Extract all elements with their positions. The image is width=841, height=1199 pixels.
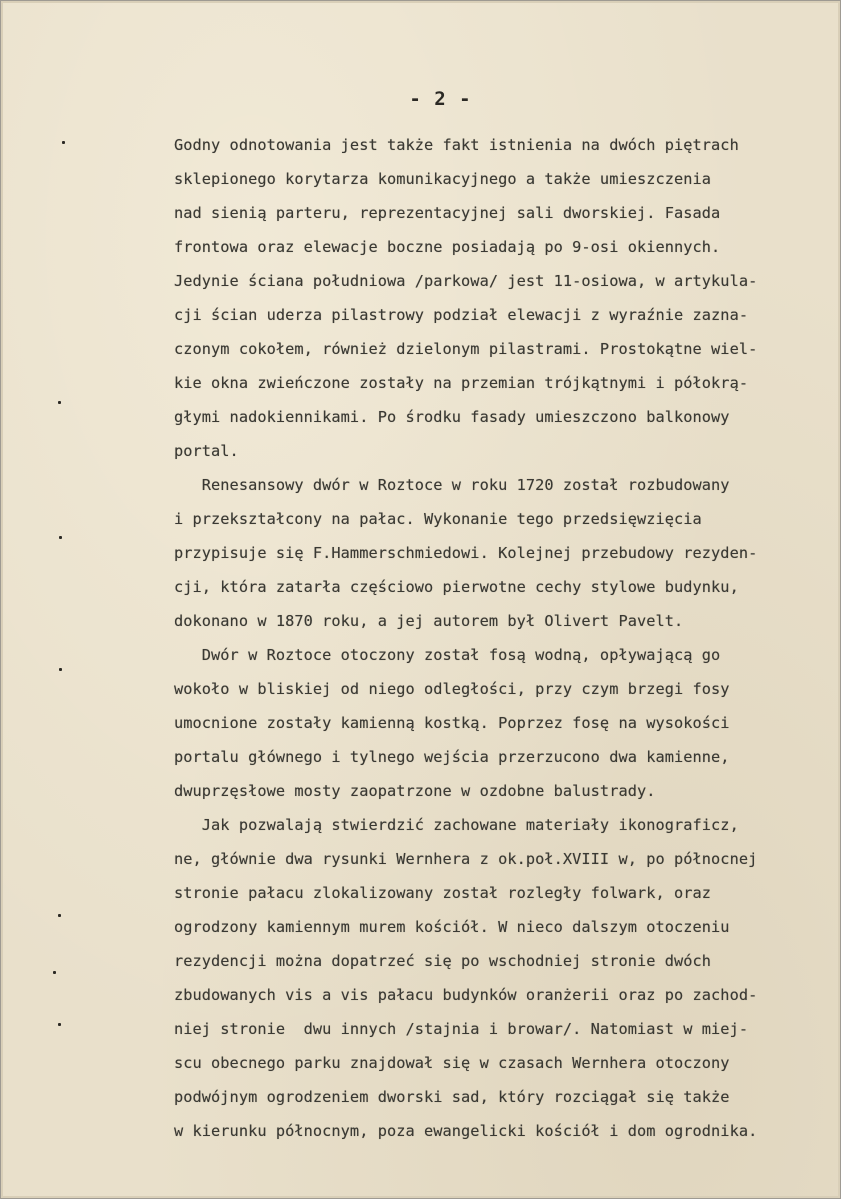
text-line: nad sienią parteru, reprezentacyjnej sali dworskiej. Fasada [174, 204, 721, 222]
text-line: i przekształcony na pałac. Wykonanie tego przedsięwzięcia [174, 510, 702, 528]
text-line: stronie pałacu zlokalizowany został rozległy folwark, oraz [174, 884, 712, 902]
text-line: dwuprzęsłowe mosty zaopatrzone w ozdobne balustrady. [174, 782, 656, 800]
text-line: Godny odnotowania jest także fakt istnienia na dwóch piętrach [174, 136, 739, 154]
margin-speck [58, 1023, 61, 1026]
margin-speck [62, 141, 65, 144]
text-line: Dwór w Roztoce otoczony został fosą wodną, opływającą go [174, 646, 721, 664]
text-line: podwójnym ogrodzeniem dworski sad, który rozciągał się także [174, 1088, 730, 1106]
page-number: - 2 - [409, 88, 472, 110]
margin-speck [58, 401, 61, 404]
text-line: ne, głównie dwa rysunki Wernhera z ok.poł.XVIII w, po północnej [174, 850, 758, 868]
text-line: Renesansowy dwór w Roztoce w roku 1720 został rozbudowany [174, 476, 730, 494]
text-line: frontowa oraz elewacje boczne posiadają po 9-osi okiennych. [174, 238, 721, 256]
text-line: zbudowanych vis a vis pałacu budynków oranżerii oraz po zachod- [174, 986, 758, 1004]
text-line: Jak pozwalają stwierdzić zachowane materiały ikonograficz, [174, 816, 739, 834]
text-line: cji, która zatarła częściowo pierwotne cechy stylowe budynku, [174, 578, 739, 596]
text-line: scu obecnego parku znajdował się w czasach Wernhera otoczony [174, 1054, 730, 1072]
text-line: umocnione zostały kamienną kostką. Poprzez fosę na wysokości [174, 714, 730, 732]
margin-speck [59, 668, 62, 671]
text-line: Jedynie ściana południowa /parkowa/ jest 11-osiowa, w artykula- [174, 272, 758, 290]
text-line: czonym cokołem, również dzielonym pilastrami. Prostokątne wiel- [174, 340, 758, 358]
text-line: niej stronie dwu innych /stajnia i browar/. Natomiast w miej- [174, 1020, 749, 1038]
text-line: ogrodzony kamiennym murem kościół. W nieco dalszym otoczeniu [174, 918, 730, 936]
body-text [174, 128, 824, 1148]
text-line: głymi nadokiennikami. Po środku fasady umieszczono balkonowy [174, 408, 730, 426]
text-line: przypisuje się F.Hammerschmiedowi. Kolejnej przebudowy rezyden- [174, 544, 758, 562]
margin-speck [59, 536, 62, 539]
text-line: w kierunku północnym, poza ewangelicki kościół i dom ogrodnika. [174, 1122, 758, 1140]
text-line: wokoło w bliskiej od niego odległości, przy czym brzegi fosy [174, 680, 730, 698]
text-line: dokonano w 1870 roku, a jej autorem był Olivert Pavelt. [174, 612, 684, 630]
text-line: sklepionego korytarza komunikacyjnego a także umieszczenia [174, 170, 712, 188]
text-line: kie okna zwieńczone zostały na przemian trójkątnymi i półokrą- [174, 374, 749, 392]
text-line: cji ścian uderza pilastrowy podział elewacji z wyraźnie zazna- [174, 306, 749, 324]
text-line: rezydencji można dopatrzeć się po wschodniej stronie dwóch [174, 952, 712, 970]
margin-speck [53, 971, 56, 974]
margin-speck [58, 914, 61, 917]
text-line: portalu głównego i tylnego wejścia przerzucono dwa kamienne, [174, 748, 730, 766]
text-line: portal. [174, 442, 239, 460]
